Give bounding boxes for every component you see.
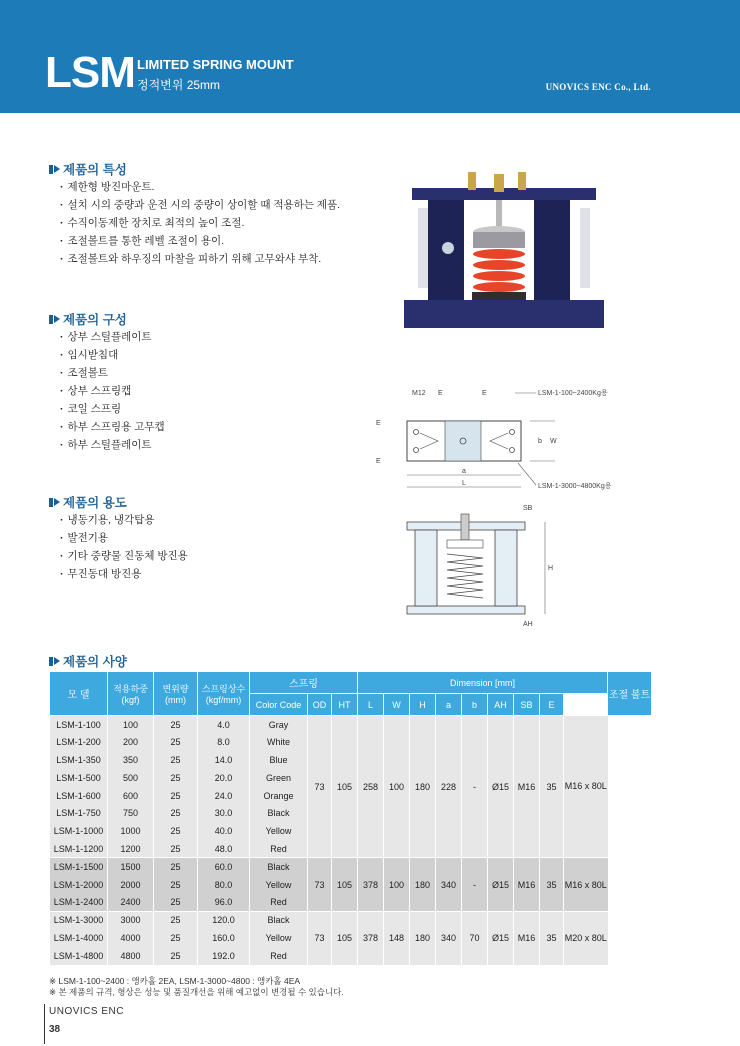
e-label: E [482, 390, 487, 397]
load-range-label-top: LSM-1-100~2400Kg용 [538, 390, 608, 397]
spec-table [49, 671, 652, 965]
cell-load: 200 [108, 733, 154, 751]
col-a: a [436, 694, 462, 716]
load-range-label-bottom: LSM-1-3000~4800Kg용 [538, 483, 612, 490]
usage-heading: 제품의 용도 [49, 493, 127, 511]
e-label-left: E [376, 420, 381, 427]
cell-w: 148 [384, 911, 410, 964]
cell-b: - [462, 716, 488, 858]
cell-model: LSM-1-200 [50, 733, 108, 751]
col-b: b [462, 694, 488, 716]
cell-color: Yellow [250, 822, 308, 840]
list-item: · 기타 중량물 진동체 방진용 [60, 547, 188, 565]
col-od: OD [308, 694, 332, 716]
cell-model: LSM-1-3000 [50, 911, 108, 929]
cell-model: LSM-1-4800 [50, 947, 108, 965]
m12-label: M12 [412, 390, 426, 397]
cell-defl: 25 [154, 858, 198, 876]
cell-rate: 24.0 [198, 787, 250, 805]
cell-a: 340 [436, 858, 462, 911]
list-item: · 조절볼트와 하우징의 마찰을 피하기 위해 고무와샤 부착. [60, 250, 340, 268]
cell-load: 750 [108, 804, 154, 822]
cell-bolt: M16 x 80L [564, 716, 608, 858]
cell-h: 180 [410, 858, 436, 911]
cell-load: 2000 [108, 876, 154, 894]
col-color-code: Color Code [250, 694, 308, 716]
cell-a: 340 [436, 911, 462, 964]
cell-model: LSM-1-600 [50, 787, 108, 805]
cell-defl: 25 [154, 751, 198, 769]
col-dimension: Dimension [mm] [358, 672, 608, 694]
cell-defl: 25 [154, 716, 198, 734]
e-label: E [438, 390, 443, 397]
ah-label: AH [523, 621, 533, 627]
cell-defl: 25 [154, 787, 198, 805]
cell-color: White [250, 733, 308, 751]
cell-color: Black [250, 804, 308, 822]
cell-rate: 4.0 [198, 716, 250, 734]
cell-h: 180 [410, 911, 436, 964]
cell-ht: 105 [332, 716, 358, 858]
cell-defl: 25 [154, 893, 198, 911]
cell-e: 35 [540, 716, 564, 858]
section-arrow-icon [49, 164, 60, 175]
cell-defl: 25 [154, 769, 198, 787]
footnotes [49, 976, 344, 998]
features-heading: 제품의 특성 [49, 160, 127, 178]
col-bolt: 조절 볼트 [608, 672, 652, 716]
usage-list [60, 511, 188, 583]
composition-list [60, 328, 165, 454]
e-label-left: E [376, 458, 381, 465]
cell-load: 1000 [108, 822, 154, 840]
col-w: W [384, 694, 410, 716]
list-item: · 수직이동제한 장치로 최적의 높이 조절. [60, 214, 340, 232]
cell-ht: 105 [332, 911, 358, 964]
cell-color: Yellow [250, 876, 308, 894]
product-code: LSM [45, 48, 135, 97]
cell-model: LSM-1-100 [50, 716, 108, 734]
cell-rate: 30.0 [198, 804, 250, 822]
cell-load: 600 [108, 787, 154, 805]
cell-defl: 25 [154, 840, 198, 858]
cell-model: LSM-1-1000 [50, 822, 108, 840]
cell-rate: 120.0 [198, 911, 250, 929]
cell-od: 73 [308, 911, 332, 964]
cell-model: LSM-1-4000 [50, 929, 108, 947]
cell-load: 1200 [108, 840, 154, 858]
cell-color: Yellow [250, 929, 308, 947]
footer-brand: UNOVICS ENC [49, 1006, 124, 1017]
list-item: · 하부 스틸플레이트 [60, 436, 165, 454]
cell-a: 228 [436, 716, 462, 858]
list-item: · 제한형 방진마운트. [60, 178, 340, 196]
cell-rate: 160.0 [198, 929, 250, 947]
cell-ah: Ø15 [488, 911, 514, 964]
cell-load: 2400 [108, 893, 154, 911]
cell-color: Red [250, 893, 308, 911]
cell-rate: 48.0 [198, 840, 250, 858]
list-item: · 상부 스프링캡 [60, 382, 165, 400]
h-label: H [548, 565, 554, 572]
spec-heading: 제품의 사양 [49, 652, 127, 670]
page-number: 38 [49, 1024, 61, 1035]
cell-sb: M16 [514, 911, 540, 964]
table-row [50, 911, 652, 929]
cell-model: LSM-1-1200 [50, 840, 108, 858]
sb-label: SB [523, 505, 533, 512]
cell-defl: 25 [154, 947, 198, 965]
section-arrow-icon [49, 656, 60, 667]
list-item: · 코일 스프링 [60, 400, 165, 418]
table-row [50, 858, 652, 876]
cell-rate: 40.0 [198, 822, 250, 840]
cell-rate: 20.0 [198, 769, 250, 787]
col-sb: SB [514, 694, 540, 716]
cell-color: Green [250, 769, 308, 787]
top-view-diagram [370, 385, 670, 497]
cell-bolt: M16 x 80L [564, 858, 608, 911]
side-view-diagram [395, 502, 585, 627]
cell-e: 35 [540, 911, 564, 964]
cell-color: Black [250, 911, 308, 929]
list-item: · 냉동기용, 냉각탑용 [60, 511, 188, 529]
composition-heading: 제품의 구성 [49, 310, 127, 328]
cell-defl: 25 [154, 876, 198, 894]
cell-color: Gray [250, 716, 308, 734]
cell-load: 500 [108, 769, 154, 787]
cell-defl: 25 [154, 822, 198, 840]
col-model: 모 델 [50, 672, 108, 716]
cell-l: 378 [358, 911, 384, 964]
company-name: UNOVICS ENC Co., Ltd. [545, 82, 651, 92]
cell-rate: 14.0 [198, 751, 250, 769]
cell-b: - [462, 858, 488, 911]
cell-load: 4000 [108, 929, 154, 947]
cell-h: 180 [410, 716, 436, 858]
cell-sb: M16 [514, 716, 540, 858]
cell-defl: 25 [154, 911, 198, 929]
cell-rate: 192.0 [198, 947, 250, 965]
cell-model: LSM-1-2000 [50, 876, 108, 894]
cell-model: LSM-1-1500 [50, 858, 108, 876]
col-l: L [358, 694, 384, 716]
cell-defl: 25 [154, 804, 198, 822]
cell-od: 73 [308, 858, 332, 911]
col-deflection: 변위량 (mm) [154, 672, 198, 716]
cell-ah: Ø15 [488, 716, 514, 858]
cell-rate: 80.0 [198, 876, 250, 894]
cell-rate: 8.0 [198, 733, 250, 751]
product-photo [404, 172, 604, 332]
col-ht: HT [332, 694, 358, 716]
section-arrow-icon [49, 314, 60, 325]
list-item: · 발전기용 [60, 529, 188, 547]
cell-sb: M16 [514, 858, 540, 911]
cell-load: 4800 [108, 947, 154, 965]
w-label: W [550, 438, 557, 445]
col-spring-rate: 스프링상수 (kgf/mm) [198, 672, 250, 716]
footer-divider [44, 1004, 45, 1044]
cell-load: 100 [108, 716, 154, 734]
cell-od: 73 [308, 716, 332, 858]
list-item: · 임시받침대 [60, 346, 165, 364]
cell-load: 350 [108, 751, 154, 769]
col-ah: AH [488, 694, 514, 716]
cell-color: Orange [250, 787, 308, 805]
table-row [50, 716, 652, 734]
l-label: L [462, 480, 466, 487]
col-e: E [540, 694, 564, 716]
page-header [0, 0, 740, 113]
col-spring: 스프링 [250, 672, 358, 694]
cell-b: 70 [462, 911, 488, 964]
product-title: LIMITED SPRING MOUNT [137, 57, 294, 72]
col-load: 적용하중 (kgf) [108, 672, 154, 716]
cell-w: 100 [384, 858, 410, 911]
features-list [60, 178, 340, 268]
cell-color: Blue [250, 751, 308, 769]
cell-rate: 96.0 [198, 893, 250, 911]
cell-color: Black [250, 858, 308, 876]
list-item: · 조절볼트 [60, 364, 165, 382]
cell-w: 100 [384, 716, 410, 858]
cell-ah: Ø15 [488, 858, 514, 911]
footnote: ※ 본 제품의 규격, 형상은 성능 및 품질개선을 위해 예고없이 변경될 수 있습니다. [49, 987, 344, 997]
col-h: H [410, 694, 436, 716]
a-label: a [462, 468, 466, 475]
cell-defl: 25 [154, 733, 198, 751]
cell-model: LSM-1-2400 [50, 893, 108, 911]
list-item: · 상부 스틸플레이트 [60, 328, 165, 346]
b-label: b [538, 438, 542, 445]
cell-ht: 105 [332, 858, 358, 911]
cell-l: 258 [358, 716, 384, 858]
cell-e: 35 [540, 858, 564, 911]
cell-load: 3000 [108, 911, 154, 929]
section-arrow-icon [49, 497, 60, 508]
cell-color: Red [250, 840, 308, 858]
list-item: · 하부 스프링용 고무캡 [60, 418, 165, 436]
cell-load: 1500 [108, 858, 154, 876]
list-item: · 무진동대 방진용 [60, 565, 188, 583]
cell-model: LSM-1-750 [50, 804, 108, 822]
cell-bolt: M20 x 80L [564, 911, 608, 964]
list-item: · 조절볼트를 통한 레벨 조절이 용이. [60, 232, 340, 250]
footnote: ※ LSM-1-100~2400 : 앵카홀 2EA, LSM-1-3000~4800 : 앵카홀 4EA [49, 976, 301, 986]
cell-l: 378 [358, 858, 384, 911]
cell-rate: 60.0 [198, 858, 250, 876]
cell-color: Red [250, 947, 308, 965]
cell-model: LSM-1-500 [50, 769, 108, 787]
list-item: · 설치 시의 중량과 운전 시의 중량이 상이할 때 적용하는 제품. [60, 196, 340, 214]
product-subtitle: 정적변위 25mm [137, 78, 221, 92]
cell-model: LSM-1-350 [50, 751, 108, 769]
cell-defl: 25 [154, 929, 198, 947]
